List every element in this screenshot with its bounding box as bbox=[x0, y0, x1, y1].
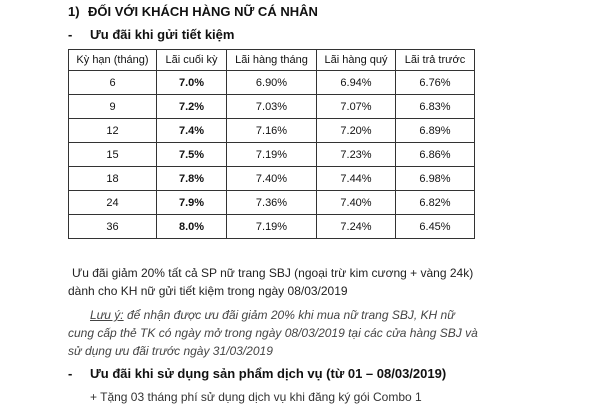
table-row bbox=[69, 191, 475, 215]
cell-quarterly: 7.40% bbox=[317, 191, 396, 215]
service-bullet: + Tặng 03 tháng phí sử dụng dịch vụ khi đăng ký gói Combo 1 bbox=[90, 390, 422, 404]
cell-term: 24 bbox=[69, 191, 157, 215]
cell-monthly: 7.36% bbox=[227, 191, 317, 215]
cell-term: 36 bbox=[69, 215, 157, 239]
cell-end-of-term: 8.0% bbox=[157, 215, 227, 239]
rates-table bbox=[68, 49, 475, 239]
cell-end-of-term: 7.9% bbox=[157, 191, 227, 215]
col-header-term: Kỳ hạn (tháng) bbox=[69, 50, 157, 71]
cell-term: 15 bbox=[69, 143, 157, 167]
cell-prepaid: 6.98% bbox=[396, 167, 475, 191]
col-header-quarterly: Lãi hàng quý bbox=[317, 50, 396, 71]
cell-quarterly: 6.94% bbox=[317, 71, 396, 95]
table-row bbox=[69, 119, 475, 143]
cell-term: 9 bbox=[69, 95, 157, 119]
cell-monthly: 7.19% bbox=[227, 215, 317, 239]
savings-dash: - bbox=[68, 27, 73, 42]
cell-prepaid: 6.83% bbox=[396, 95, 475, 119]
cell-quarterly: 7.07% bbox=[317, 95, 396, 119]
col-header-prepaid: Lãi trả trước bbox=[396, 50, 475, 71]
table-row bbox=[69, 143, 475, 167]
note-lead: Lưu ý: bbox=[90, 308, 124, 322]
section-number: 1) bbox=[68, 4, 80, 19]
table-row bbox=[69, 95, 475, 119]
cell-end-of-term: 7.4% bbox=[157, 119, 227, 143]
table-header-row bbox=[69, 50, 475, 71]
savings-heading bbox=[68, 27, 234, 42]
cell-monthly: 7.19% bbox=[227, 143, 317, 167]
cell-prepaid: 6.76% bbox=[396, 71, 475, 95]
note-paragraph bbox=[68, 306, 478, 360]
service-dash: - bbox=[68, 366, 73, 381]
col-header-end-of-term: Lãi cuối kỳ bbox=[157, 50, 227, 71]
cell-end-of-term: 7.5% bbox=[157, 143, 227, 167]
cell-term: 12 bbox=[69, 119, 157, 143]
cell-quarterly: 7.24% bbox=[317, 215, 396, 239]
cell-end-of-term: 7.2% bbox=[157, 95, 227, 119]
cell-monthly: 6.90% bbox=[227, 71, 317, 95]
cell-term: 18 bbox=[69, 167, 157, 191]
cell-prepaid: 6.89% bbox=[396, 119, 475, 143]
cell-monthly: 7.03% bbox=[227, 95, 317, 119]
cell-prepaid: 6.82% bbox=[396, 191, 475, 215]
section-title: ĐỐI VỚI KHÁCH HÀNG NỮ CÁ NHÂN bbox=[88, 4, 318, 19]
cell-quarterly: 7.23% bbox=[317, 143, 396, 167]
cell-prepaid: 6.45% bbox=[396, 215, 475, 239]
table-row bbox=[69, 167, 475, 191]
cell-monthly: 7.16% bbox=[227, 119, 317, 143]
savings-title: Ưu đãi khi gửi tiết kiệm bbox=[90, 27, 235, 42]
cell-term: 6 bbox=[69, 71, 157, 95]
cell-prepaid: 6.86% bbox=[396, 143, 475, 167]
service-title: Ưu đãi khi sử dụng sản phẩm dịch vụ (từ 01 – 08/03/2019) bbox=[90, 366, 447, 381]
discount-paragraph: Ưu đãi giảm 20% tất cả SP nữ trang SBJ (ngoại trừ kim cương + vàng 24k) dành cho KH nữ gửi tiết kiệm trong ngày 08/03/2019 bbox=[68, 266, 474, 298]
col-header-monthly: Lãi hàng tháng bbox=[227, 50, 317, 71]
cell-end-of-term: 7.0% bbox=[157, 71, 227, 95]
table-row bbox=[69, 215, 475, 239]
section-heading bbox=[68, 4, 318, 19]
service-heading bbox=[68, 366, 446, 381]
cell-quarterly: 7.44% bbox=[317, 167, 396, 191]
note-text: để nhận được ưu đãi giảm 20% khi mua nữ trang SBJ, KH nữ cung cấp thẻ TK có ngày mở trong ngày 08/03/2019 tại các cửa hàng SBJ và sử dụng ưu đãi trước ngày 31/03/2019 bbox=[68, 308, 478, 358]
table-row bbox=[69, 71, 475, 95]
cell-monthly: 7.40% bbox=[227, 167, 317, 191]
cell-quarterly: 7.20% bbox=[317, 119, 396, 143]
cell-end-of-term: 7.8% bbox=[157, 167, 227, 191]
